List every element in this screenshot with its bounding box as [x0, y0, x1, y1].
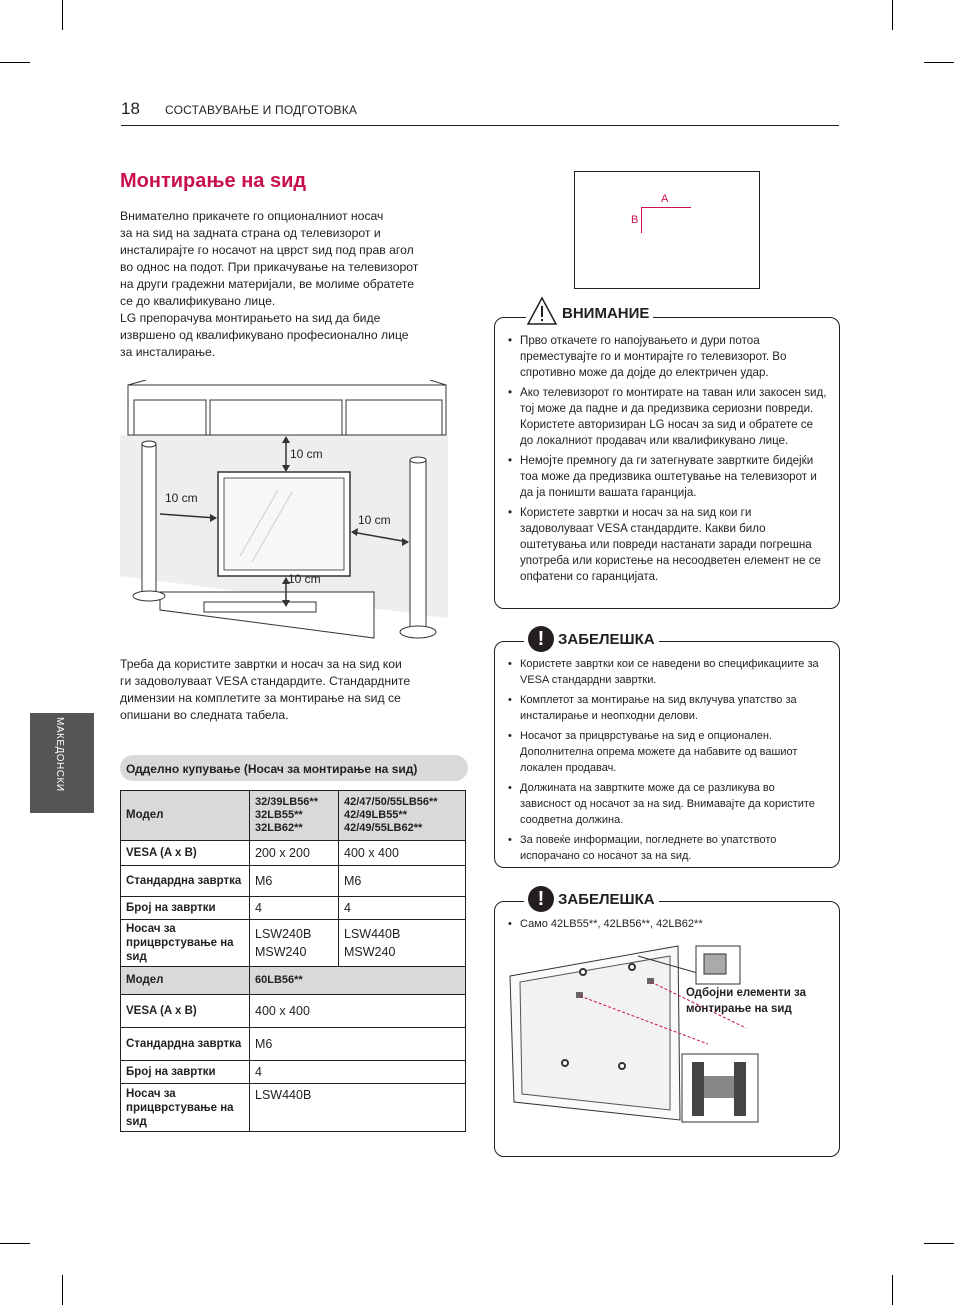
spacer-label: Одбојни елементи за монтирање на ѕид	[686, 987, 806, 1015]
dimension-b-label: B	[631, 214, 639, 226]
table-cell: 400 x 400	[250, 995, 466, 1028]
crop-mark	[892, 0, 893, 30]
table-cell: Стандардна завртка	[121, 1028, 250, 1061]
list-item: • Користете завртки кои се наведени во спецификациите за VESA стандардни завртки.	[508, 656, 828, 688]
exclamation-icon: !	[528, 886, 554, 912]
table-cell: M6	[250, 866, 339, 897]
note-list	[508, 656, 828, 868]
table-cell: Носач за прицврстување на ѕид	[121, 920, 250, 967]
note-title: ЗАБЕЛЕШКА	[554, 631, 659, 648]
table-cell: Стандардна завртка	[121, 866, 250, 897]
table-cell: 200 x 200	[250, 841, 339, 866]
crop-mark	[62, 1275, 63, 1305]
warning-triangle-icon	[526, 296, 558, 326]
table-row	[121, 1061, 466, 1084]
caution-list	[508, 333, 828, 589]
list-item: • Должината на завртките може да се разликува во зависност од носачот за на ѕид. Внимавајте да користите соодветна должина.	[508, 780, 828, 828]
table-row	[121, 866, 466, 897]
header-rule	[121, 125, 839, 126]
table-cell: 60LB56**	[250, 967, 466, 995]
table-row	[121, 967, 466, 995]
list-item: • За повеќе информации, погледнете во упатството испорачано со носачот за на ѕид.	[508, 832, 828, 864]
section-header: СОСТАВУВАЊЕ И ПОДГОТОВКА	[165, 103, 358, 117]
vesa-table	[120, 790, 466, 1132]
page-number: 18	[121, 99, 140, 118]
list-item: • Ако телевизорот го монтирате на таван или закосен ѕид, тој може да падне и да предизвика сериозни повреди. Користете авторизиран LG носач за ѕид и обратете се до локалниот продавач или квалификувано лице.	[508, 385, 828, 449]
crop-mark	[0, 62, 30, 63]
dimension-a-line	[641, 207, 691, 208]
page-title: Монтирање на ѕид	[120, 170, 307, 192]
clearance-bottom-label: 10 cm	[288, 572, 321, 586]
vesa-paragraph: Треба да користите завртки и носач за на ѕид кои ги задоволуваат VESA стандардите. Стандардните димензии на комплетите за монтирање на ѕид се опишани во следната табела.	[120, 657, 411, 722]
tv-back-mount-illustration	[508, 936, 768, 1136]
wall-mount-clearance-diagram	[120, 380, 468, 650]
table-cell: Број на завртки	[121, 897, 250, 920]
exclamation-icon: !	[528, 626, 554, 652]
table-cell: 4	[339, 897, 466, 920]
list-item: • Носачот за прицврстување на ѕид е опционален. Дополнителна опрема можете да набавите од вашиот локален продавач.	[508, 728, 828, 776]
separate-purchase-bar	[120, 755, 468, 781]
table-cell: VESA (A x B)	[121, 841, 250, 866]
intro-paragraph: Внимателно прикачете го опционалниот носач за на ѕид на задната страна од телевизорот и инсталирајте го носачот на цврст ѕид под прав агол во однос на подот. При прикачување на телевизорот на други градежни материјали, ве молиме обратете се до квалификувано лице. LG препорачува монтирањето на ѕид да биде извршено од квалификувано професионално лице за инсталирање.	[120, 209, 419, 359]
list-item: • Прво откачете го напојувањето и дури потоа преместувајте го и монтирајте го телевизорот. Во спротивно може да дојде до електричен удар.	[508, 333, 828, 381]
table-cell: Модел	[121, 967, 250, 995]
table-cell: LSW240B MSW240	[250, 920, 339, 967]
caution-title: ВНИМАНИЕ	[558, 305, 653, 322]
note-model-item: • Само 42LB55**, 42LB56**, 42LB62**	[508, 918, 703, 930]
crop-mark	[924, 1243, 954, 1244]
table-cell: Носач за прицврстување на ѕид	[121, 1084, 250, 1132]
table-cell: M6	[339, 866, 466, 897]
note-model-text: Само 42LB55**, 42LB56**, 42LB62**	[520, 918, 703, 930]
table-cell: Број на завртки	[121, 1061, 250, 1084]
separate-purchase-label: Одделно купување (Носач за монтирање на ѕид)	[126, 762, 418, 776]
dimension-a-label: A	[661, 193, 669, 205]
table-cell: 4	[250, 1061, 466, 1084]
clearance-top-label: 10 cm	[290, 447, 323, 461]
table-cell: VESA (A x B)	[121, 995, 250, 1028]
crop-mark	[0, 1243, 30, 1244]
vesa-ab-diagram	[574, 171, 760, 289]
table-row	[121, 920, 466, 967]
table-row	[121, 995, 466, 1028]
table-cell: LSW440B	[250, 1084, 466, 1132]
table-cell: 32/39LB56** 32LB55** 32LB62**	[250, 791, 339, 841]
list-item: • Користете завртки и носач за на ѕид кои ги задоволуваат VESA стандардите. Какви било оштетувања или повреди настанати заради погрешна употреба или користење на несоодветен елемент не се опфатени со гаранцијата.	[508, 505, 828, 585]
table-row	[121, 1084, 466, 1132]
clearance-left-label: 10 cm	[165, 491, 198, 505]
table-row	[121, 1028, 466, 1061]
crop-mark	[924, 62, 954, 63]
table-cell: 42/47/50/55LB56** 42/49LB55** 42/49/55LB62**	[339, 791, 466, 841]
table-cell: M6	[250, 1028, 466, 1061]
crop-mark	[892, 1275, 893, 1305]
table-cell: Модел	[121, 791, 250, 841]
dimension-b-line	[641, 207, 642, 233]
language-tab-label: МАКЕДОНСКИ	[54, 717, 65, 792]
list-item: • Комплетот за монтирање на ѕид вклучува упатство за инсталирање и неопходни делови.	[508, 692, 828, 724]
table-cell: 400 x 400	[339, 841, 466, 866]
table-cell: 4	[250, 897, 339, 920]
clearance-right-label: 10 cm	[358, 513, 391, 527]
list-item: • Немојте премногу да ги затегнувате завртките бидејќи тоа може да предизвика оштетување на телевизорот и да ја поништи вашата гаранција.	[508, 453, 828, 501]
table-row	[121, 841, 466, 866]
table-cell: LSW440B MSW240	[339, 920, 466, 967]
note-title: ЗАБЕЛЕШКА	[554, 891, 659, 908]
table-row	[121, 897, 466, 920]
language-tab	[30, 713, 94, 813]
crop-mark	[62, 0, 63, 30]
table-row	[121, 791, 466, 841]
